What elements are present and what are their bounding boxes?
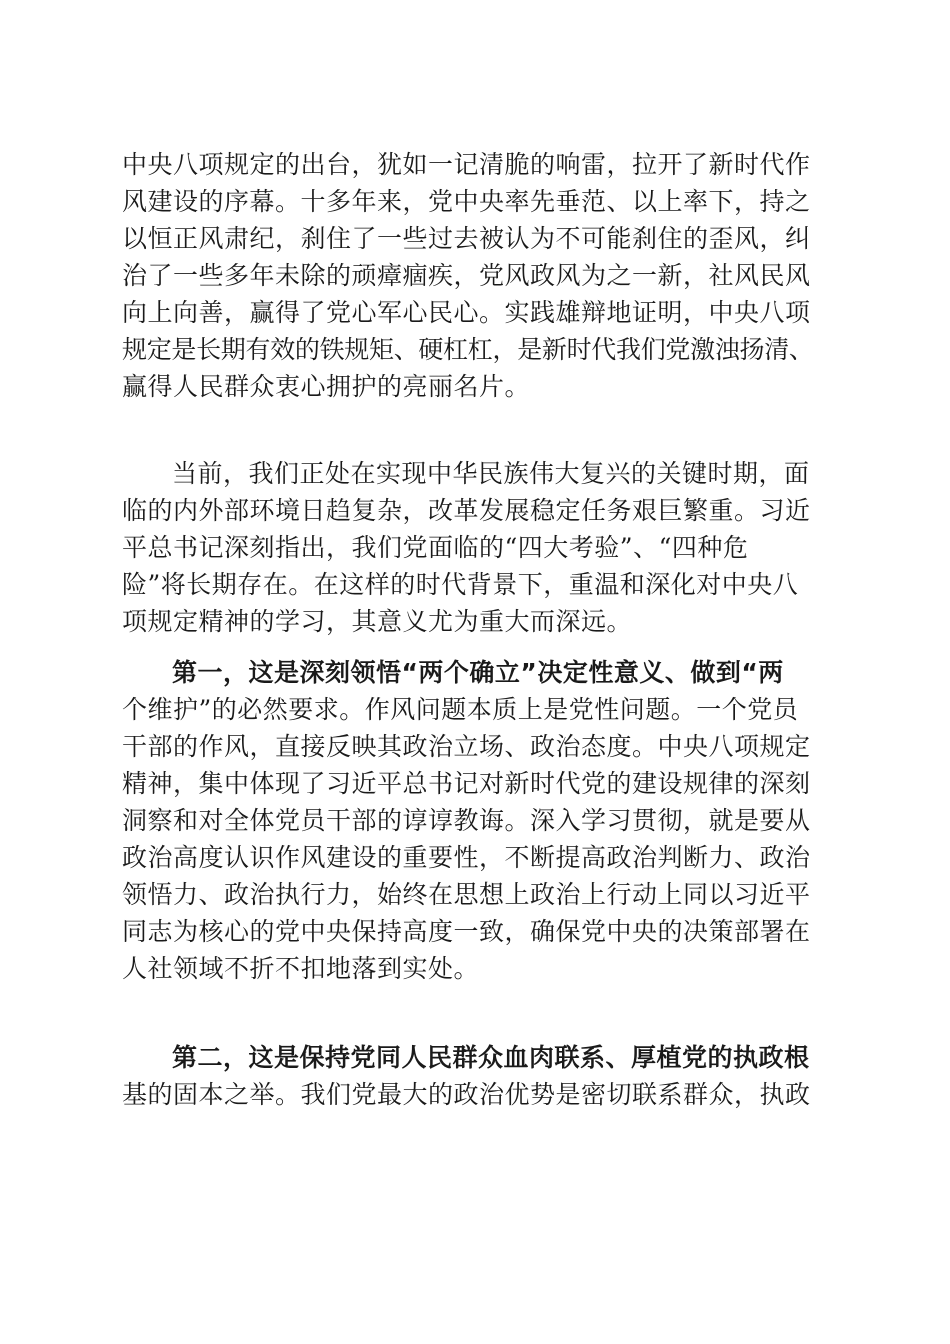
paragraph-3-line-9: 人社领域不折不扣地落到实处。 — [122, 954, 480, 983]
paragraph-2-line-1: 当前，我们正处在实现中华民族伟大复兴的关键时期，面 — [172, 459, 810, 488]
paragraph-3-line-3: 干部的作风，直接反映其政治立场、政治态度。中央八项规定 — [122, 732, 811, 761]
paragraph-3-line-8: 同志为核心的党中央保持高度一致，确保党中央的决策部署在 — [122, 917, 811, 946]
paragraph-2-line-5: 项规定精神的学习，其意义尤为重大而深远。 — [122, 607, 633, 636]
paragraph-3-line-1: 第一，这是深刻领悟“两个确立”决定性意义、做到“两 — [172, 658, 784, 687]
paragraph-1-line-2: 风建设的序幕。十多年来，党中央率先垂范、以上率下，持之 — [122, 187, 811, 216]
paragraph-4-line-1: 第二，这是保持党同人民群众血肉联系、厚植党的执政根 — [172, 1043, 810, 1072]
paragraph-1-line-5: 向上向善，赢得了党心军心民心。实践雄辩地证明，中央八项 — [122, 298, 811, 327]
paragraph-1-line-6: 规定是长期有效的铁规矩、硬杠杠，是新时代我们党激浊扬清、 — [122, 335, 814, 364]
paragraph-2-line-4: 险”将长期存在。在这样的时代背景下，重温和深化对中央八 — [122, 570, 799, 599]
paragraph-3-line-6: 政治高度认识作风建设的重要性，不断提高政治判断力、政治 — [122, 843, 811, 872]
paragraph-3-line-7: 领悟力、政治执行力，始终在思想上政治上行动上同以习近平 — [122, 880, 811, 909]
paragraph-2-line-2: 临的内外部环境日趋复杂，改革发展稳定任务艰巨繁重。习近 — [122, 496, 811, 525]
paragraph-1-line-7: 赢得人民群众衷心拥护的亮丽名片。 — [122, 372, 531, 401]
paragraph-1-line-4: 治了一些多年未除的顽瘴痼疾，党风政风为之一新，社风民风 — [122, 261, 811, 290]
paragraph-1-line-1: 中央八项规定的出台，犹如一记清脆的响雷，拉开了新时代作 — [122, 150, 811, 179]
paragraph-1-line-3: 以恒正风肃纪，刹住了一些过去被认为不可能刹住的歪风，纠 — [122, 224, 811, 253]
paragraph-3-line-2: 个维护”的必然要求。作风问题本质上是党性问题。一个党员 — [122, 695, 799, 724]
paragraph-2-line-3: 平总书记深刻指出，我们党面临的“四大考验”、“四种危 — [122, 533, 749, 562]
paragraph-3-line-5: 洞察和对全体党员干部的谆谆教诲。深入学习贯彻，就是要从 — [122, 806, 811, 835]
paragraph-4-line-2: 基的固本之举。我们党最大的政治优势是密切联系群众，执政 — [122, 1080, 811, 1109]
paragraph-3-line-4: 精神，集中体现了习近平总书记对新时代党的建设规律的深刻 — [122, 769, 811, 798]
